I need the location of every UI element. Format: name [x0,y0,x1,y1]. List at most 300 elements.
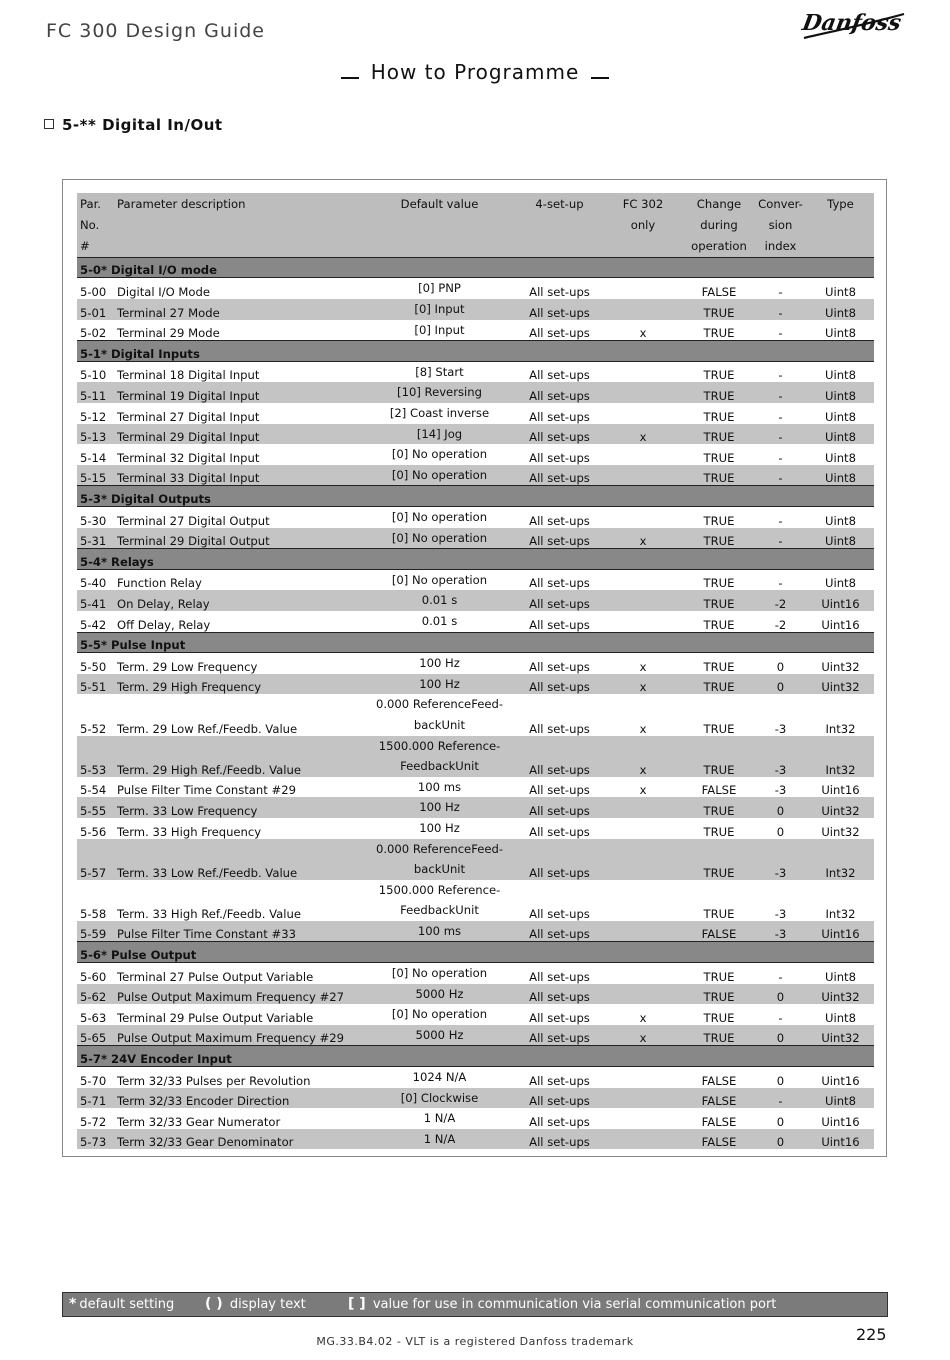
default-value-line: 0.01 s [421,593,458,608]
cell-fc302 [602,403,684,424]
cell-fc302 [602,382,684,403]
cell-fc302 [602,444,684,465]
cell-setup: All set-ups [517,590,602,611]
header-default: Default value [362,193,517,214]
cell-change: TRUE [684,382,754,403]
cell-type: Uint8 [825,1010,856,1025]
cell-change: TRUE [703,906,735,921]
cell-setup: All set-ups [529,824,590,839]
cell-description: Pulse Filter Time Constant #33 [117,921,362,942]
table-row [77,299,874,320]
cell-setup: All set-ups [529,721,590,736]
group-title: 5-4* Relays [77,549,874,570]
cell-change: TRUE [703,368,735,383]
cell-description: Terminal 29 Pulse Output Variable [117,1010,314,1025]
cell-description: Terminal 27 Mode [117,299,362,320]
table-row [77,465,874,486]
default-value-line: [10] Reversing [397,385,482,400]
cell-setup: All set-ups [529,617,590,632]
trademark-note: MG.33.B4.02 - VLT is a registered Danfoss trademark [316,1335,634,1348]
table-header-row [77,193,874,214]
default-value-line: FeedbackUnit [400,759,479,774]
cell-default [362,1088,517,1109]
default-value-line: [0] No operation [391,966,488,981]
cell-conv: - [754,382,807,403]
cell-conv: - [754,424,807,445]
cell-description: Terminal 19 Digital Input [117,382,362,403]
cell-fc302: x [602,528,684,549]
default-value-line: FeedbackUnit [400,903,479,918]
default-value-line: 100 ms [417,779,462,794]
cell-default [362,611,517,632]
cell-fc302 [602,1088,684,1109]
cell-change: TRUE [703,721,735,736]
cell-change: FALSE [684,1129,754,1150]
cell-par-no: 5-42 [80,617,107,632]
section-heading-text: How to Programme [370,60,580,84]
cell-change: FALSE [701,285,737,300]
default-value-line: [2] Coast inverse [389,406,490,421]
table-body [77,257,874,1149]
cell-par-no: 5-54 [80,783,107,798]
cell-fc302 [602,797,684,818]
table-header-row [77,214,874,235]
cell-setup: All set-ups [529,659,590,674]
default-value-line: [0] Input [414,322,465,337]
cell-conv: -3 [754,839,807,880]
header-conv: Conver- [754,193,807,214]
cell-default [362,424,517,445]
default-value-line: 1500.000 Reference- [378,738,501,753]
cell-conv: 0 [754,984,807,1005]
cell-description: Term. 33 High Frequency [117,824,262,839]
cell-par-no: 5-53 [77,736,117,777]
cell-default [362,299,517,320]
default-value-line: 1024 N/A [412,1070,467,1085]
table-row [77,963,874,984]
cell-conv: 0 [776,824,785,839]
cell-par-no: 5-55 [77,797,117,818]
cell-conv: -2 [754,590,807,611]
cell-setup: All set-ups [517,674,602,695]
legend-display [205,1293,306,1316]
cell-type: Uint16 [807,921,874,942]
document-title: FC 300 Design Guide [46,20,265,42]
table-row [77,320,874,341]
cell-default [362,674,517,695]
cell-par-no: 5-56 [80,824,107,839]
cell-description: Term. 29 Low Ref./Feedb. Value [117,721,298,736]
group-header-row [77,486,874,507]
cell-setup: All set-ups [517,382,602,403]
table-row [77,736,874,777]
cell-conv: 0 [776,1114,785,1129]
cell-par-no: 5-72 [80,1114,107,1129]
default-value-line: 100 Hz [419,820,460,835]
cell-default [362,880,517,921]
cell-description: Term 32/33 Pulses per Revolution [117,1073,311,1088]
cell-description: Term. 33 High Ref./Feedb. Value [117,906,301,921]
cell-setup: All set-ups [529,783,590,798]
cell-setup: All set-ups [529,969,590,984]
header-empty [517,236,602,258]
cell-setup: All set-ups [517,984,602,1005]
cell-description: Pulse Output Maximum Frequency #29 [117,1025,362,1046]
cell-fc302: x [639,326,647,341]
header-empty [362,214,517,235]
cell-setup: All set-ups [529,513,590,528]
header-type: Type [807,193,874,214]
group-header-row [77,1046,874,1067]
cell-fc302 [602,465,684,486]
cell-change: TRUE [703,409,735,424]
cell-setup: All set-ups [517,736,602,777]
cell-default [362,797,517,818]
cell-conv: - [778,450,783,465]
cell-type: Uint16 [821,783,860,798]
cell-type: Uint32 [807,674,874,695]
cell-default [362,569,517,590]
table-row [77,1004,874,1025]
cell-default [362,444,517,465]
cell-fc302: x [639,1010,647,1025]
cell-description: Digital I/O Mode [117,285,211,300]
cell-description: Terminal 27 Digital Input [117,409,260,424]
svg-text:Danfoss: Danfoss [800,10,904,36]
legend-bar [62,1292,888,1317]
cell-par-no: 5-63 [80,1010,107,1025]
cell-conv: - [778,1010,783,1025]
cell-setup: All set-ups [529,326,590,341]
cell-default [362,736,517,777]
header-par: Par. [77,193,117,214]
default-value-line: backUnit [413,717,466,732]
cell-change: TRUE [703,513,735,528]
default-value-line: 100 Hz [419,676,460,691]
parentheses-icon: ( ) [205,1296,223,1312]
cell-fc302: x [639,659,647,674]
cell-change: TRUE [703,824,735,839]
cell-description: Terminal 29 Digital Input [117,424,362,445]
cell-change: TRUE [684,528,754,549]
header-empty [362,236,517,258]
default-value-line: backUnit [413,862,466,877]
section-heading [0,60,950,84]
default-value-line: [0] Input [414,302,465,317]
checkbox-icon [44,119,54,129]
cell-par-no: 5-73 [77,1129,117,1150]
cell-conv: - [754,299,807,320]
cell-fc302 [602,299,684,320]
table-row [77,984,874,1005]
cell-fc302 [602,590,684,611]
cell-description: Terminal 27 Pulse Output Variable [117,969,314,984]
default-value-line: [14] Jog [416,426,463,441]
cell-type: Uint8 [807,1088,874,1109]
cell-setup: All set-ups [529,1010,590,1025]
cell-description: Term 32/33 Encoder Direction [117,1088,362,1109]
cell-setup: All set-ups [517,1025,602,1046]
cell-conv: -3 [774,721,787,736]
cell-default [362,590,517,611]
cell-default [362,278,517,299]
cell-setup: All set-ups [517,1129,602,1150]
cell-change: TRUE [684,1025,754,1046]
cell-change: TRUE [703,326,735,341]
table-row [77,694,874,735]
cell-setup: All set-ups [517,424,602,445]
cell-description: Pulse Output Maximum Frequency #27 [117,984,362,1005]
header-empty [517,214,602,235]
cell-fc302: x [602,674,684,695]
cell-conv: 0 [754,1025,807,1046]
group-title: 5-3* Digital Outputs [77,486,874,507]
cell-type: Uint8 [807,299,874,320]
cell-change: FALSE [684,921,754,942]
cell-setup: All set-ups [529,285,590,300]
header-change: Change [684,193,754,214]
cell-par-no: 5-57 [77,839,117,880]
default-value-line: [0] No operation [391,510,488,525]
group-title: 5-7* 24V Encoder Input [77,1046,874,1067]
cell-default [362,777,517,798]
table-row [77,382,874,403]
danfoss-logo [800,4,908,44]
cell-conv: - [778,969,783,984]
cell-conv: 0 [754,1129,807,1150]
cell-par-no: 5-50 [80,659,107,674]
cell-default [362,1108,517,1129]
cell-change: TRUE [703,1010,735,1025]
table-row [77,611,874,632]
cell-type: Int32 [825,721,856,736]
cell-description: Off Delay, Relay [117,617,211,632]
legend-default-label: default setting [79,1297,175,1312]
cell-default [362,382,517,403]
cell-description: Term. 29 Low Frequency [117,659,258,674]
cell-conv: - [754,465,807,486]
cell-par-no: 5-60 [80,969,107,984]
cell-description: Term. 33 Low Ref./Feedb. Value [117,839,362,880]
cell-default [362,403,517,424]
cell-setup: All set-ups [529,576,590,591]
cell-type: Uint8 [825,513,856,528]
cell-default [362,818,517,839]
table-row [77,1129,874,1150]
cell-type: Uint8 [825,409,856,424]
cell-change: TRUE [703,659,735,674]
cell-conv: - [778,326,783,341]
table-row [77,278,874,299]
cell-default [362,963,517,984]
cell-description: Term. 29 High Frequency [117,674,362,695]
cell-change: TRUE [684,839,754,880]
heading-dash-left [341,77,359,79]
cell-conv: - [754,528,807,549]
cell-type: Uint8 [825,969,856,984]
header-fc302: FC 302 [602,193,684,214]
cell-change: TRUE [684,465,754,486]
cell-conv: - [778,285,783,300]
cell-type: Uint32 [807,984,874,1005]
group-header-row [77,257,874,278]
group-header-row [77,942,874,963]
cell-fc302 [602,569,684,590]
default-value-line: 0.01 s [421,613,458,628]
table-row [77,444,874,465]
default-value-line: 1 N/A [423,1111,456,1126]
asterisk-icon: * [69,1296,77,1312]
group-header-row [77,341,874,362]
cell-type: Uint32 [807,797,874,818]
table-row [77,1067,874,1088]
cell-par-no: 5-52 [80,721,107,736]
header-empty [807,236,874,258]
cell-default [362,1129,517,1150]
cell-par-no: 5-00 [80,285,107,300]
cell-change: TRUE [703,969,735,984]
cell-setup: All set-ups [517,839,602,880]
table-row [77,1108,874,1129]
cell-par-no: 5-40 [80,576,107,591]
cell-default [362,320,517,341]
cell-change: TRUE [684,590,754,611]
group-title: 5-6* Pulse Output [77,942,874,963]
default-value-line: 1500.000 Reference- [378,882,501,897]
cell-fc302: x [639,783,647,798]
cell-conv: 0 [754,797,807,818]
parameter-group-title [44,116,223,134]
header-empty [602,236,684,258]
cell-default [362,361,517,382]
header-empty [117,214,362,235]
table-row [77,569,874,590]
header-empty [807,214,874,235]
default-value-line: 5000 Hz [415,1027,464,1042]
cell-par-no: 5-13 [77,424,117,445]
cell-description: Term 32/33 Gear Denominator [117,1129,362,1150]
header-conv: sion [754,214,807,235]
default-value-line: [0] No operation [391,467,488,482]
cell-setup: All set-ups [529,906,590,921]
cell-conv: 0 [776,1073,785,1088]
cell-default [362,528,517,549]
cell-change: TRUE [684,424,754,445]
header-fc302: only [602,214,684,235]
default-value-line: [0] No operation [391,572,488,587]
cell-type: Uint16 [821,1073,860,1088]
cell-change: TRUE [684,674,754,695]
default-value-line: 100 Hz [419,800,460,815]
table-row [77,528,874,549]
cell-type: Uint8 [807,382,874,403]
cell-default [362,694,517,735]
cell-description: Function Relay [117,576,202,591]
cell-description: Terminal 32 Digital Input [117,450,260,465]
cell-conv: - [778,368,783,383]
cell-setup: All set-ups [529,1114,590,1129]
legend-display-label: display text [229,1297,306,1312]
cell-conv: -2 [774,617,787,632]
table-row [77,797,874,818]
cell-setup: All set-ups [529,368,590,383]
cell-type: Uint32 [807,1025,874,1046]
default-value-line: [0] No operation [391,447,488,462]
cell-type: Uint16 [821,1114,860,1129]
cell-conv: - [778,576,783,591]
cell-fc302 [602,963,684,984]
cell-setup: All set-ups [517,1088,602,1109]
group-header-row [77,549,874,570]
cell-fc302 [602,361,684,382]
cell-par-no: 5-70 [80,1073,107,1088]
cell-type: Int32 [825,906,856,921]
cell-fc302 [602,1108,684,1129]
table-row [77,403,874,424]
header-description: Parameter description [117,193,362,214]
cell-default [362,653,517,674]
cell-change: TRUE [703,576,735,591]
cell-change: FALSE [684,1088,754,1109]
default-value-line: 0.000 ReferenceFeed- [375,697,504,712]
cell-description: Term 32/33 Gear Numerator [117,1114,281,1129]
cell-type: Uint16 [807,590,874,611]
legend-default [69,1293,174,1316]
cell-par-no: 5-31 [77,528,117,549]
table-row [77,653,874,674]
cell-default [362,839,517,880]
cell-change: FALSE [701,1114,737,1129]
cell-par-no: 5-10 [80,368,107,383]
cell-change: FALSE [701,1073,737,1088]
cell-type: Uint8 [807,424,874,445]
cell-change: TRUE [684,984,754,1005]
cell-type: Uint16 [821,617,860,632]
cell-default [362,921,517,942]
cell-default [362,984,517,1005]
cell-par-no: 5-30 [80,513,107,528]
page-number: 225 [856,1325,887,1344]
cell-description: Terminal 29 Mode [117,326,220,341]
default-value-line: [0] No operation [391,1007,488,1022]
default-value-line: [0] No operation [391,530,488,545]
cell-par-no: 5-11 [77,382,117,403]
default-value-line: [0] PNP [418,281,461,296]
cell-type: Int32 [807,839,874,880]
cell-par-no: 5-41 [77,590,117,611]
cell-fc302: x [602,736,684,777]
cell-par-no: 5-58 [80,906,107,921]
cell-par-no: 5-12 [80,409,107,424]
cell-description: Terminal 18 Digital Input [117,368,260,383]
cell-type: Uint8 [825,368,856,383]
default-value-line: 100 Hz [419,656,460,671]
cell-setup: All set-ups [517,528,602,549]
cell-change: TRUE [703,617,735,632]
table-header-row [77,236,874,258]
table-row [77,674,874,695]
cell-conv: - [754,1088,807,1109]
parameter-group-title-text: 5-** Digital In/Out [62,116,223,134]
cell-fc302 [602,1129,684,1150]
parameter-table [77,193,874,1149]
cell-type: Uint32 [821,824,860,839]
cell-setup: All set-ups [517,299,602,320]
cell-type: Uint8 [825,450,856,465]
cell-change: TRUE [684,797,754,818]
cell-setup: All set-ups [517,797,602,818]
table-row [77,839,874,880]
